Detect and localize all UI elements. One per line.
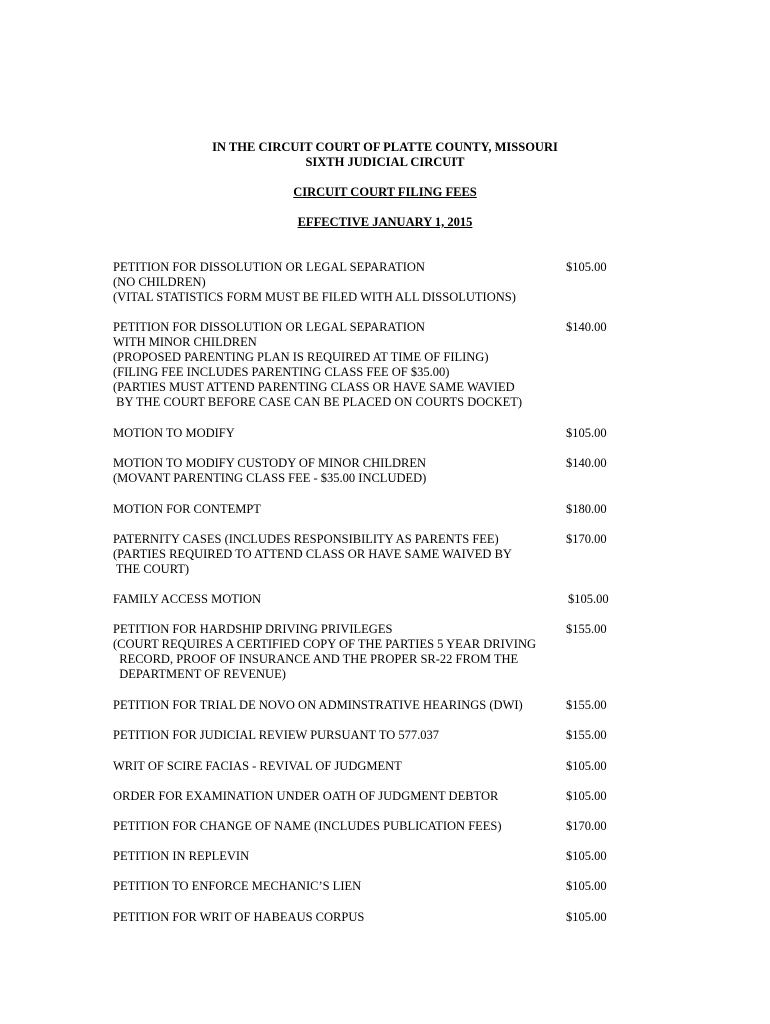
fee-amount: $105.00	[566, 879, 607, 893]
fee-entry	[113, 456, 613, 486]
fee-amount: $105.00	[566, 426, 607, 440]
fee-entry	[113, 819, 613, 834]
fee-amount: $105.00	[566, 759, 607, 773]
fee-amount: $155.00	[566, 728, 607, 742]
fee-item-title: ORDER FOR EXAMINATION UNDER OATH OF JUDGMENT DEBTOR	[113, 789, 499, 803]
fee-item-note: RECORD, PROOF OF INSURANCE AND THE PROPER SR-22 FROM THE	[113, 652, 519, 666]
fee-entry	[113, 698, 613, 713]
fee-amount: $180.00	[566, 502, 607, 516]
fee-amount: $105.00	[566, 789, 607, 803]
fee-amount: $105.00	[566, 910, 607, 924]
fee-entry	[113, 320, 613, 410]
fee-entry	[113, 728, 613, 743]
fee-entry	[113, 910, 613, 925]
fee-entry	[113, 849, 613, 864]
fee-amount: $155.00	[566, 622, 607, 636]
fee-amount: $170.00	[566, 819, 607, 833]
fee-item-title: MOTION FOR CONTEMPT	[113, 502, 261, 516]
fee-item-title: PETITION IN REPLEVIN	[113, 849, 250, 863]
effective-date: EFFECTIVE JANUARY 1, 2015	[297, 215, 473, 229]
court-header	[0, 140, 770, 170]
fee-amount: $140.00	[566, 456, 607, 470]
document-title-block	[0, 185, 770, 200]
fee-item-note: BY THE COURT BEFORE CASE CAN BE PLACED ON COURTS DOCKET)	[113, 395, 523, 409]
fee-item-note: (FILING FEE INCLUDES PARENTING CLASS FEE OF $35.00)	[113, 365, 450, 379]
fee-item-note: DEPARTMENT OF REVENUE)	[113, 667, 286, 681]
fee-item-title: PETITION FOR CHANGE OF NAME (INCLUDES PUBLICATION FEES)	[113, 819, 502, 833]
fee-item-title: WRIT OF SCIRE FACIAS - REVIVAL OF JUDGMENT	[113, 759, 402, 773]
fee-item-note: (VITAL STATISTICS FORM MUST BE FILED WITH ALL DISSOLUTIONS)	[113, 290, 516, 304]
fee-entry	[113, 879, 613, 894]
fee-item-note: (PROPOSED PARENTING PLAN IS REQUIRED AT TIME OF FILING)	[113, 350, 489, 364]
fee-item-title: MOTION TO MODIFY	[113, 426, 235, 440]
fee-item-note: (PARTIES MUST ATTEND PARENTING CLASS OR HAVE SAME WAVIED	[113, 380, 515, 394]
fee-entry	[113, 592, 613, 607]
fee-item-note: (COURT REQUIRES A CERTIFIED COPY OF THE PARTIES 5 YEAR DRIVING	[113, 637, 537, 651]
fee-item-title: PETITION FOR WRIT OF HABEAUS CORPUS	[113, 910, 365, 924]
fee-entry	[113, 426, 613, 441]
fee-amount: $105.00	[566, 260, 607, 274]
fee-entry	[113, 789, 613, 804]
fee-amount: $105.00	[568, 592, 609, 606]
fee-entry	[113, 532, 613, 577]
fee-item-note: (NO CHILDREN)	[113, 275, 206, 289]
circuit-name: SIXTH JUDICIAL CIRCUIT	[305, 155, 465, 169]
effective-date-block	[0, 215, 770, 230]
fee-entry	[113, 759, 613, 774]
fee-item-title: PETITION FOR DISSOLUTION OR LEGAL SEPARATION	[113, 260, 425, 274]
fee-amount: $155.00	[566, 698, 607, 712]
fee-entry	[113, 260, 613, 305]
fee-item-note: THE COURT)	[113, 562, 190, 576]
fee-item-title: PETITION FOR DISSOLUTION OR LEGAL SEPARATION	[113, 320, 425, 334]
fee-amount: $140.00	[566, 320, 607, 334]
fee-item-title: PATERNITY CASES (INCLUDES RESPONSIBILITY AS PARENTS FEE)	[113, 532, 499, 546]
fee-entry	[113, 622, 613, 682]
fee-item-title: PETITION TO ENFORCE MECHANIC’S LIEN	[113, 879, 362, 893]
fee-amount: $105.00	[566, 849, 607, 863]
fee-item-note: (PARTIES REQUIRED TO ATTEND CLASS OR HAVE SAME WAIVED BY	[113, 547, 512, 561]
document-title: CIRCUIT COURT FILING FEES	[293, 185, 477, 199]
fee-item-title: MOTION TO MODIFY CUSTODY OF MINOR CHILDREN	[113, 456, 426, 470]
fee-item-title: PETITION FOR JUDICIAL REVIEW PURSUANT TO 577.037	[113, 728, 440, 742]
fee-amount: $170.00	[566, 532, 607, 546]
fee-item-note: (MOVANT PARENTING CLASS FEE - $35.00 INCLUDED)	[113, 471, 427, 485]
fee-entry	[113, 502, 613, 517]
fee-item-title: PETITION FOR TRIAL DE NOVO ON ADMINSTRATIVE HEARINGS (DWI)	[113, 698, 523, 712]
court-name: IN THE CIRCUIT COURT OF PLATTE COUNTY, MISSOURI	[212, 140, 558, 154]
fee-item-note: WITH MINOR CHILDREN	[113, 335, 257, 349]
fee-item-title: PETITION FOR HARDSHIP DRIVING PRIVILEGES	[113, 622, 393, 636]
fee-item-title: FAMILY ACCESS MOTION	[113, 592, 262, 606]
